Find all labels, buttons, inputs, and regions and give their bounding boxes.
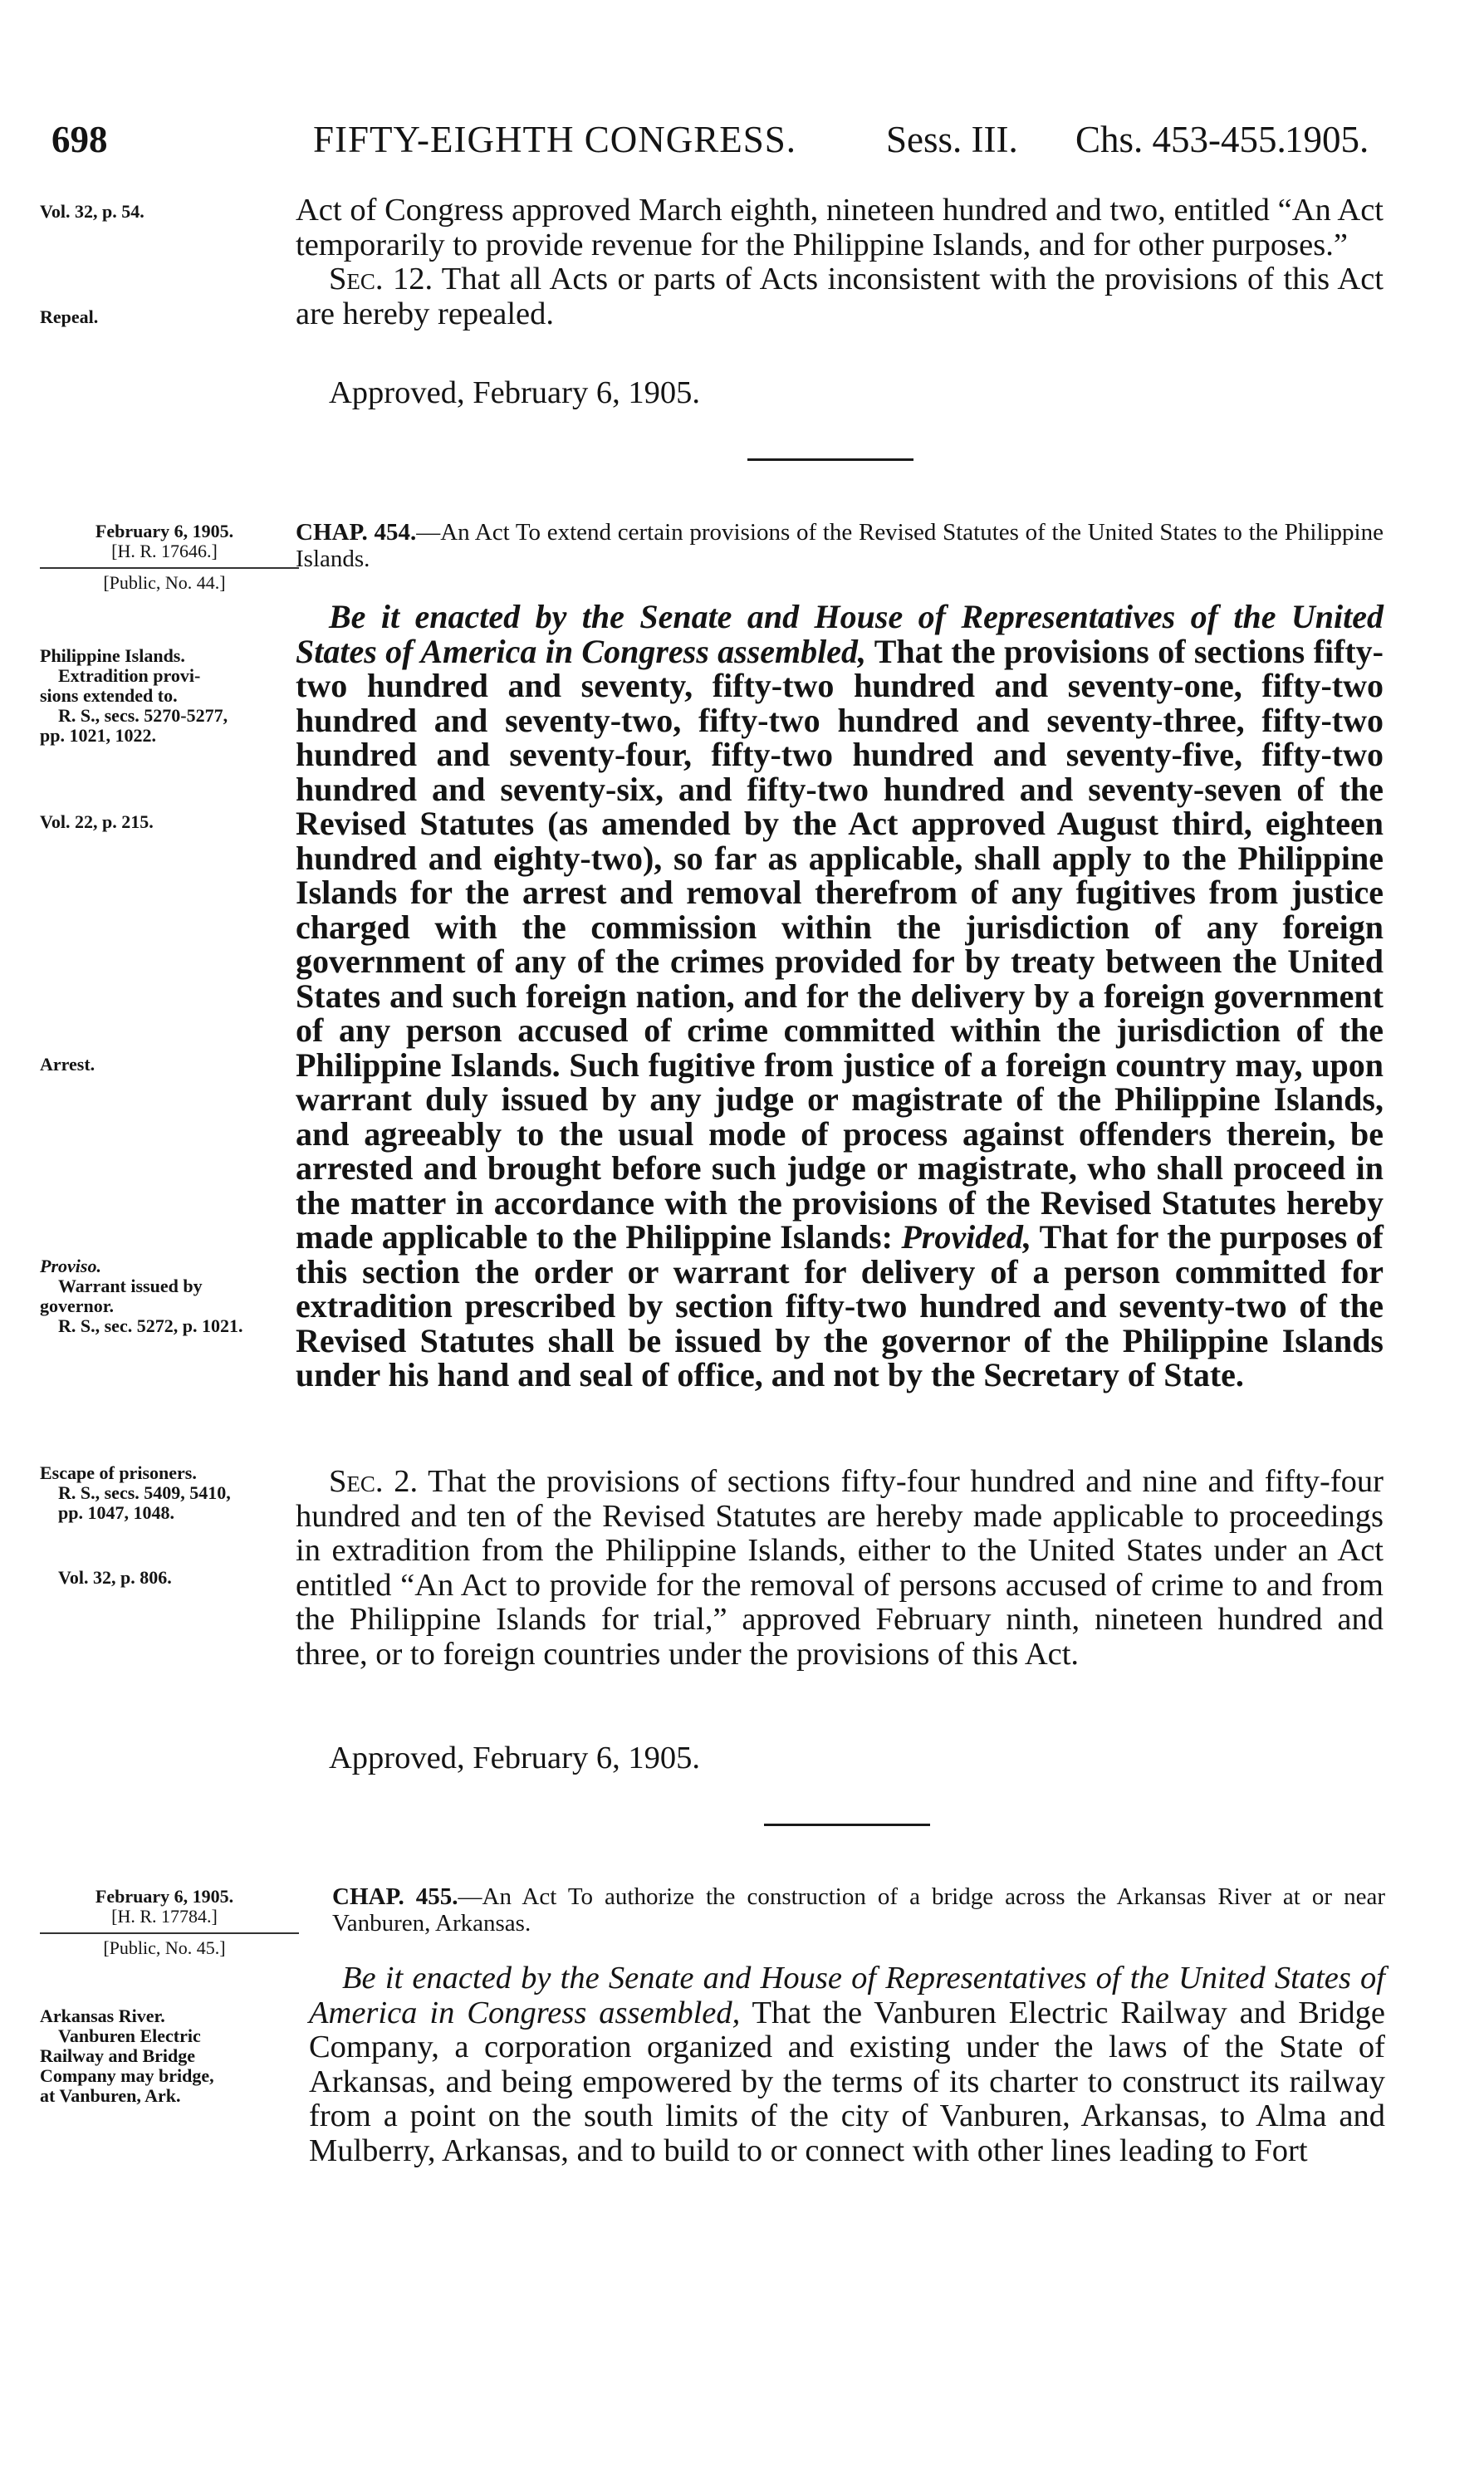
act-reference-paragraph: Act of Congress approved March eighth, nineteen hundred and two, entitled “An Act temporarily to provide revenue for the Philippine Islands, and for other purposes.”	[296, 193, 1384, 262]
margin-note-vol-32: Vol. 32, p. 54.	[40, 201, 144, 222]
chap-455-enacting-clause	[309, 1961, 1385, 2168]
chapters-label: Chs. 453-455.	[1075, 119, 1286, 160]
chap-455-public: [Public, No. 45.]	[103, 1937, 226, 1958]
page-number: 698	[51, 119, 108, 160]
margin-note-vol-22: Vol. 22, p. 215.	[40, 811, 154, 832]
separator-rule-2	[764, 1824, 930, 1826]
section-1-text	[296, 193, 1384, 331]
chap-454-note-underline	[40, 567, 299, 569]
sec-12-text: That all Acts or parts of Acts inconsistent with the provisions of this Act are hereby repealed.	[296, 262, 1384, 331]
chap-455-enact-text: That the Vanburen Electric Railway and Bridge Company, a corporation organized and existing under the laws of the State of Arkansas, and being empowered by the terms of its charter to construct its railway from a point on the south limits of the city of Vanburen, Arkansas, to Alma and Mulberry, Arkansas, and to build to or connect with other lines leading to Fort	[309, 1995, 1385, 2168]
page-header	[51, 118, 1369, 168]
chap-455-date: February 6, 1905.	[95, 1886, 234, 1907]
approved-line-2: Approved, February 6, 1905.	[329, 1741, 700, 1775]
margin-note-vol-32-806: Vol. 32, p. 806.	[58, 1567, 172, 1588]
sec-12-paragraph	[296, 262, 1384, 331]
chap-454-enacting-clause	[296, 600, 1384, 1393]
sec-2-label: Sec. 2.	[329, 1464, 419, 1499]
chap-455-note-underline	[40, 1932, 299, 1934]
chap-455-title	[332, 1883, 1385, 1937]
chap-455-enact-italic: Be it enacted by the Senate and House of Representatives of the United States of America in Congress assembled,	[309, 1961, 1385, 2030]
chap-454-enact-text: That the provisions of sections fifty-two hundred and seventy, fifty-two hundred and seventy-one, fifty-two hundred and seventy-two, fifty-two hundred and seventy-three, fifty-two hundred and seventy-four, fifty-two hundred and seventy-five, fifty-two hundred and seventy-six, and fifty-two hundred and seventy-seven of the Revised Statutes (as amended by the Act approved August third, eighteen hundred and eighty-two), so far as applicable, shall apply to the Philippine Islands for the arrest and removal therefrom of any fugitives from justice charged with the commission within the jurisdiction of any foreign government of any of the crimes provided for by treaty between the United States and such foreign nation, and for the delivery by a foreign government of any person accused of crime committed within the jurisdiction of the Philippine Islands. Such fugitive from justice of a foreign country may, upon warrant duly issued by any judge or magistrate of the Philippine Islands, and agreeably to the usual mode of process against offenders therein, be arrested and brought before such judge or magistrate, who shall proceed in the matter in accordance with the provisions of the Revised Statutes hereby made applicable to the Philippine Islands:	[296, 632, 1384, 1256]
approved-line-1: Approved, February 6, 1905.	[329, 375, 700, 410]
provided-word: Provided,	[901, 1218, 1031, 1256]
chap-454-title	[296, 519, 1384, 572]
chap-454-enact-end: That for the purposes of this section the order or warrant for delivery of a person committed for extradition prescribed by section fifty-two hundred and seventy-two of the Revised Statutes shall be issued by the governor of the Philippine Islands under his hand and seal of office, and not by the Secretary of State.	[296, 1218, 1384, 1393]
margin-note-arkansas: Arkansas River. Vanburen Electric Railway and Bridge Company may bridge, at Vanburen, Ark.	[40, 2005, 214, 2106]
chap-455-title-text: —An Act To authorize the construction of a bridge across the Arkansas River at or near Vanburen, Arkansas.	[332, 1883, 1386, 1937]
margin-note-proviso: Proviso. Warrant issued by governor. R. S., sec. 5272, p. 1021.	[40, 1256, 243, 1336]
margin-note-escape: Escape of prisoners. R. S., secs. 5409, 5410, pp. 1047, 1048.	[40, 1462, 231, 1523]
header-year: 1905.	[1285, 119, 1369, 160]
chap-454-date: February 6, 1905.	[95, 521, 234, 541]
chap-454-label: CHAP. 454.	[296, 519, 417, 546]
session-label: Sess. III.	[886, 119, 1018, 160]
chap-455-date-block	[40, 1887, 289, 1958]
chap-454-title-text: —An Act To extend certain provisions of the Revised Statutes of the United States to the Philippine Islands.	[296, 519, 1384, 572]
chap-454-enact-italic: Be it enacted by the Senate and House of Representatives of the United States of America in Congress assembled,	[296, 598, 1384, 670]
chap-454-sec-2	[296, 1465, 1384, 1672]
chap-454-public: [Public, No. 44.]	[103, 572, 226, 593]
margin-note-extradition: Philippine Islands. Extradition provi- sions extended to. R. S., secs. 5270-5277, pp. 1021, 1022.	[40, 645, 228, 746]
margin-note-repeal: Repeal.	[40, 306, 99, 327]
separator-rule-1	[747, 458, 913, 461]
margin-note-arrest: Arrest.	[40, 1054, 96, 1075]
chap-454-date-block	[40, 522, 289, 593]
congress-title: FIFTY-EIGHTH CONGRESS.	[313, 119, 797, 160]
sec-12-label: Sec. 12.	[329, 262, 433, 296]
chap-454-bill: [H. R. 17646.]	[111, 541, 218, 561]
chap-455-bill: [H. R. 17784.]	[111, 1906, 218, 1927]
sec-2-text: That the provisions of sections fifty-four hundred and nine and fifty-four hundred and ten of the Revised Statutes are hereby made applicable to proceedings in extradition from the Philippine Islands, either to the United States under an Act entitled “An Act to provide for the removal of persons accused of crime to and from the Philippine Islands for trial,” approved February ninth, nineteen hundred and three, or to foreign countries under the provisions of this Act.	[296, 1464, 1384, 1672]
chap-455-label: CHAP. 455.	[332, 1883, 458, 1910]
